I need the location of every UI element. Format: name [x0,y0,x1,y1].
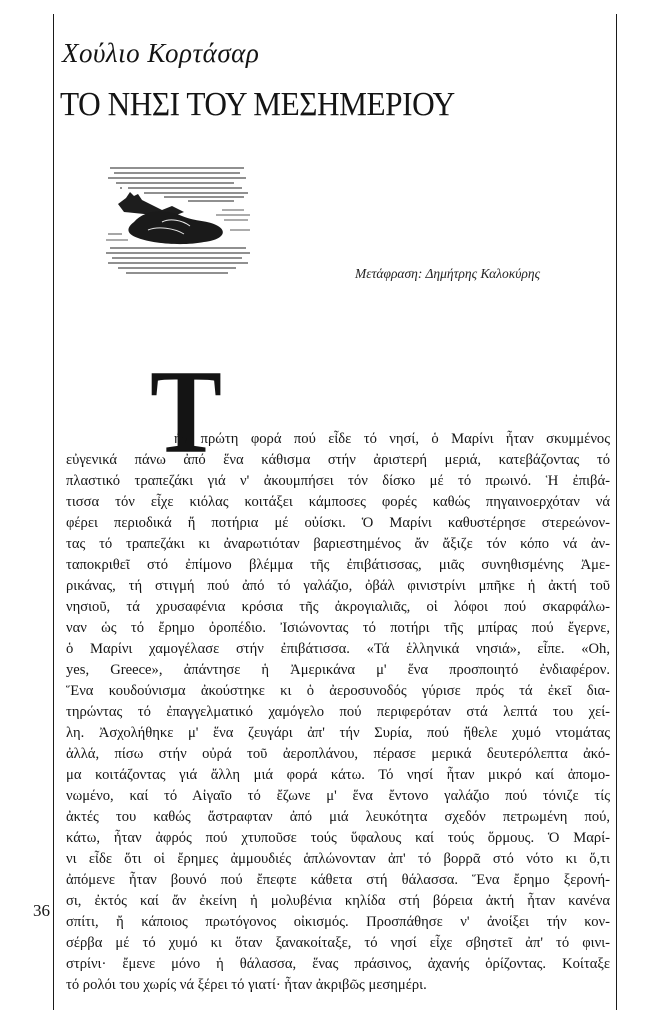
body-line: Ἕνα κουδούνισμα ἀκούστηκε κι ὁ ἀεροσυνοδός γύρισε πρός τά ἐκεῖ δια- [66,683,610,699]
body-line: ήν πρώτη φορά πού εἶδε τό νησί, ὁ Μαρίνι ἦταν σκυμμένος [174,431,610,447]
body-line: yes, Greece», ἀπάντησε ἡ Ἀμερικάνα μ' ἕνα προσποιητό ἐνδιαφέρον. [66,662,610,678]
body-line: ρικάνας, τή στιγμή πού ἀπό τό γαλάζιο, ὀβάλ φινιστρίνι μπῆκε ἡ ἀκτή τοῦ [66,578,610,594]
body-line: ταποκριθεῖ στό ἐπίμονο βλέμμα τῆς ἐπιβάτισσας, μιᾶς συνηθισμένης Ἀμε- [66,557,610,573]
body-line: στρίνι· ἔμενε μόνο ἡ θάλασσα, ἕνας πράσινος, ἀχανής ὁρίζοντας. Κοίταξε [66,956,610,972]
body-line: εὐγενικά πάνω ἀπό ἕνα κάθισμα στήν ἀριστερή μεριά, κατεβάζοντας τό [66,452,610,468]
translator-credit: Μετάφραση: Δημήτρης Καλοκύρης [355,266,541,281]
body-line: νωμένο, καί τό Αἰγαῖο τό ἔζωνε μ' ἕνα ἔντονο γαλάζιο πού τόνιζε τίς [66,788,610,804]
author-name: Χούλιο Κορτάσαρ [62,38,260,68]
body-line: νησιοῦ, τά χρυσαφένια κρόσια τῆς ἀκρογιαλιᾶς, οἱ λόφοι πού σκαρφάλω- [66,599,610,615]
body-line: μα κοιτάζοντας γιά ἄλλη μιά φορά κάτω. Τό νησί ἦταν μικρό καί ἀπομο- [66,767,610,783]
island-illustration-icon [104,160,252,278]
body-line: σέρβα μέ τό χυμό κι ὅταν ξανακοίταξε, τό νησί εἶχε σβηστεῖ ἀπ' τό φινι- [66,935,610,951]
body-line: ἀπόμενε ἦταν βουνό πού ἔπεφτε κάθετα στή θάλασσα. Ἕνα ἔρημο ξερονή- [66,872,610,888]
body-line: τισσα τόν εἶχε κιόλας κοιτάξει κάμποσες φορές καθώς πηγαινοερχόταν νά [66,494,610,510]
body-line: ὁ Μαρίνι χαμογέλασε στήν ἐπιβάτισσα. «Τά ἑλληνικά νησιά», εἶπε. «Oh, [66,641,610,657]
body-line: τό ρολόι του χωρίς νά ξέρει τό γιατί· ἦταν ἀκριβῶς μεσημέρι. [66,977,427,993]
body-line: σπίτι, ἤ κάποιος πρωτόγονος οἰκισμός. Προσπάθησε ν' ἀνοίξει τήν κον- [66,914,610,930]
body-line: τας τό τραπεζάκι κι ἀναρωτιόταν βαριεστημένος ἄν ἄξιζε τόν κόπο νά ἀν- [66,536,610,552]
article-title: ΤΟ ΝΗΣΙ ΤΟΥ ΜΕΣΗΜΕΡΙΟΥ [60,86,455,123]
page-number: 36 [33,901,50,920]
body-line: τηρώντας τό ἐπαγγελματικό χαμόγελο πού περιφερόταν στά λεπτά του χεί- [66,704,610,720]
body-line: ναν ὡς τό ἔρημο ὀροπέδιο. Ἰσιώνοντας τό ποτήρι τῆς μπίρας πού ἔγερνε, [66,620,610,636]
right-column-rule [616,14,617,1010]
body-line: φέρει περιοδικά ἤ ποτήρια μέ οὐίσκι. Ὁ Μαρίνι καθυστέρησε στερεώνον- [66,515,610,531]
body-line: ἀκτές του καθώς ἄστραφταν ἀπό μιά λευκότητα σχεδόν πετρωμένη πού, [66,809,610,825]
body-line: κάτω, ἦταν ἀφρός πού χτυποῦσε τούς ὕφαλους καί τούς ὅρμους. Ὁ Μαρί- [66,830,610,846]
body-line: λη. Ἀσχολήθηκε μ' ἕνα ζευγάρι ἀπ' τήν Συρία, πού ἤθελε χυμό ντομάτας [66,725,610,741]
drop-cap-letter: Τ [150,345,223,478]
body-line: σι, ἐκτός καί ἄν ἐκείνη ἡ μολυβένια κηλίδα στή βόρεια ἀκτή ἦταν κανένα [66,893,610,909]
body-line: ἀλλά, πίσω στήν οὐρά τοῦ ἀεροπλάνου, πέρασε μερικά δευτερόλεπτα ἀκό- [66,746,610,762]
body-line: πλαστικό τραπεζάκι γιά ν' ἀκουμπήσει τόν δίσκο μέ τό πρωινό. Ἡ ἐπιβά- [66,473,610,489]
left-column-rule [53,14,54,1010]
body-line: νι εἶδε ὅτι οἱ ἔρημες ἀμμουδιές ἁπλώνονταν ἀπ' τό βορρᾶ στό νότο κι ὅ,τι [66,851,610,867]
